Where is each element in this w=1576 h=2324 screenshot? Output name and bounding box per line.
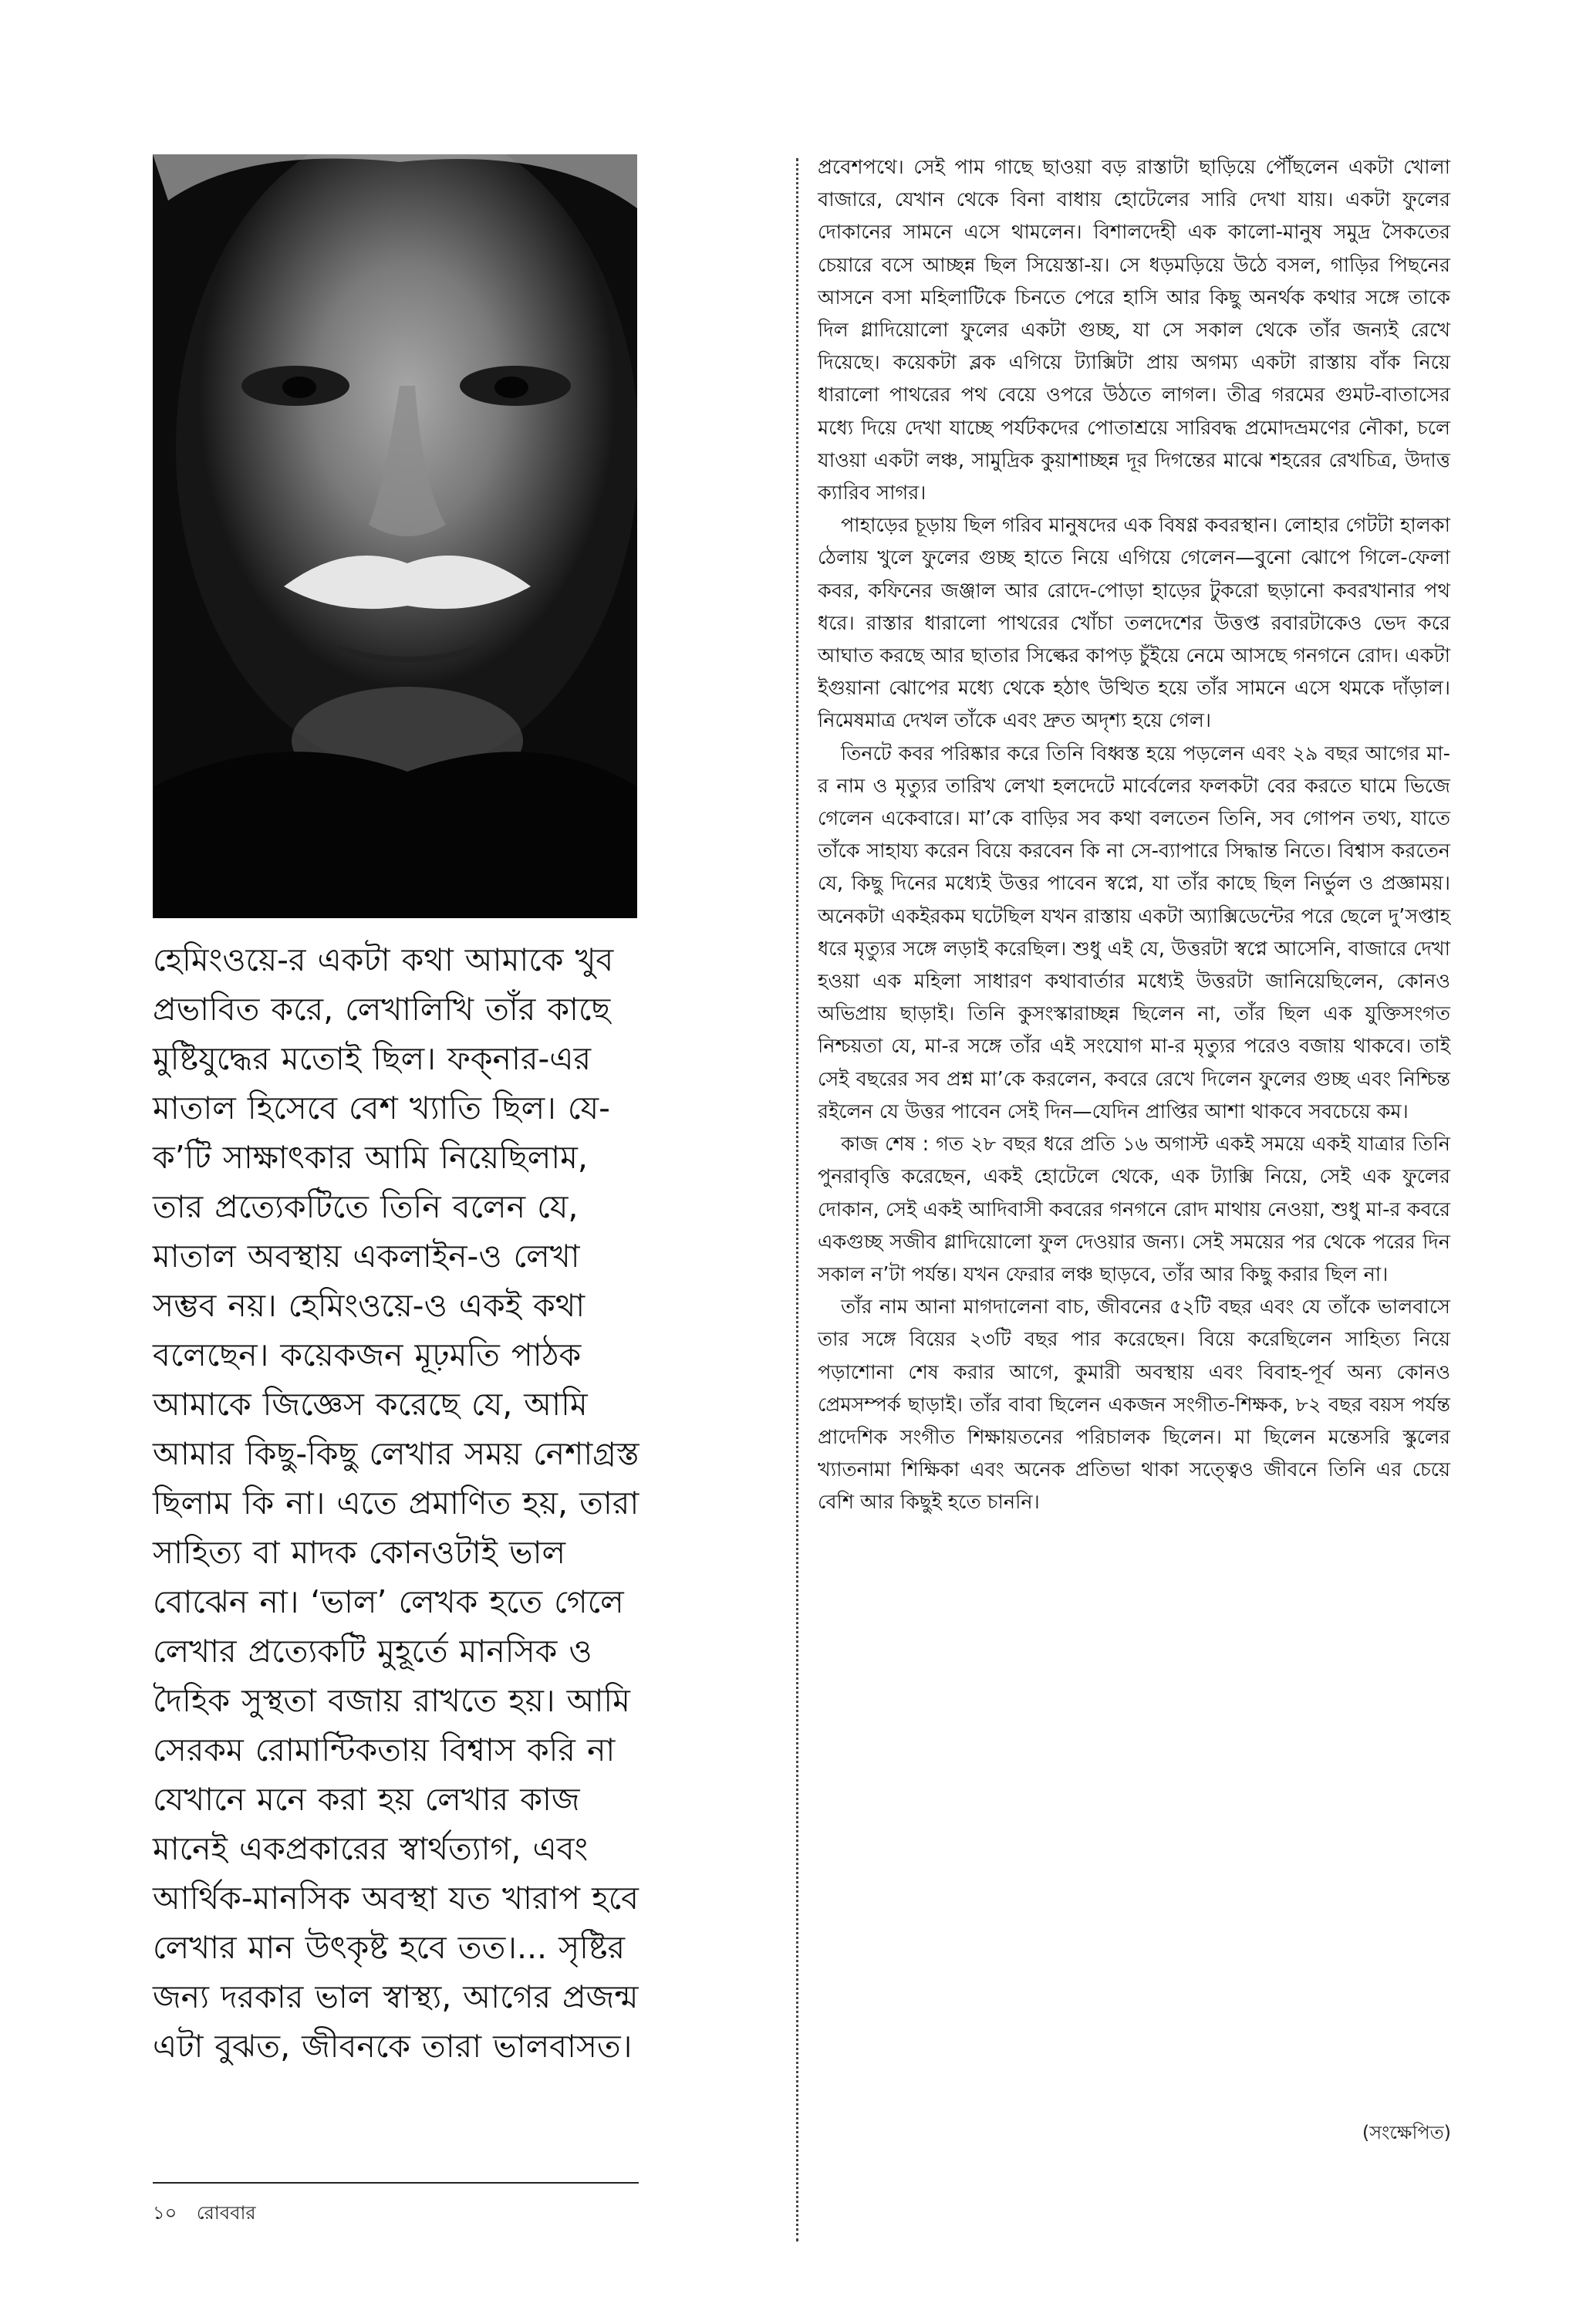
portrait-illustration: [153, 154, 637, 918]
pull-quote: [153, 935, 646, 2071]
column-divider: [796, 158, 798, 2241]
article-paragraph: পাহাড়ের চূড়ায় ছিল গরিব মানুষদের এক বিষণ্ণ কবরস্থান। লোহার গেটটা হালকা ঠেলায় খুলে ফুলের গুচ্ছ হাতে নিয়ে এগিয়ে গেলেন—বুনো ঝোপে গিলে-ফেলা কবর, কফিনের জঞ্জাল আর রোদে-পোড়া হাড়ের টুকরো ছড়ানো কবরখানার পথ ধরে। রাস্তার ধারালো পাথরের খোঁচা তলদেশের উত্তপ্ত রবারটাকেও ভেদ করে আঘাত করছে আর ছাতার সিল্কের কাপড় চুঁইয়ে নেমে আসছে গনগনে রোদ। একটা ইগুয়ানা ঝোপের মধ্যে থেকে হঠাৎ উত্থিত হয়ে তাঁর সামনে এসে থমকে দাঁড়াল। নিমেষমাত্র দেখল তাঁকে এবং দ্রুত অদৃশ্য হয়ে গেল।: [818, 514, 1450, 733]
article-paragraph: কাজ শেষ : গত ২৮ বছর ধরে প্রতি ১৬ অগাস্ট একই সময়ে একই যাত্রার তিনি পুনরাবৃত্তি করেছেন, একই হোটেলে থেকে, এক ট্যাক্সি নিয়ে, সেই এক ফুলের দোকান, সেই একই আদিবাসী কবরের গনগনে রোদ মাথায় নেওয়া, শুধু মা-র কবরে একগুচ্ছ সজীব গ্লাদিয়োলো ফুল দেওয়ার জন্য। সেই সময়ের পর থেকে পরের দিন সকাল ন’টা পর্যন্ত। যখন ফেরার লঞ্চ ছাড়বে, তাঁর আর কিছু করার ছিল না।: [818, 1133, 1450, 1286]
author-portrait-photo: [153, 154, 637, 918]
folio: [153, 2199, 270, 2230]
pull-quote-text: হেমিংওয়ে-র একটা কথা আমাকে খুব প্রভাবিত করে, লেখালিখি তাঁর কাছে মুষ্টিযুদ্ধের মতোই ছিল। ফক্‌নার-এর মাতাল হিসেবে বেশ খ্যাতি ছিল। যে-ক’টি সাক্ষাৎকার আমি নিয়েছিলাম, তার প্রত্যেকটিতে তিনি বলেন যে, মাতাল অবস্থায় একলাইন-ও লেখা সম্ভব নয়। হেমিংওয়ে-ও একই কথা বলেছেন। কয়েকজন মূঢ়মতি পাঠক আমাকে জিজ্ঞেস করেছে যে, আমি আমার কিছু-কিছু লেখার সময় নেশাগ্রস্ত ছিলাম কি না। এতে প্রমাণিত হয়, তারা সাহিত্য বা মাদক কোনওটাই ভাল বোঝেন না। ‘ভাল’ লেখক হতে গেলে লেখার প্রত্যেকটি মুহূর্তে মানসিক ও দৈহিক সুস্থতা বজায় রাখতে হয়। আমি সেরকম রোমান্টিকতায় বিশ্বাস করি না যেখানে মনে করা হয় লেখার কাজ মানেই একপ্রকারের স্বার্থত্যাগ, এবং আর্থিক-মানসিক অবস্থা যত খারাপ হবে লেখার মান উৎকৃষ্ট হবে তত।... সৃষ্টির জন্য দরকার ভাল স্বাস্থ্য, আগের প্রজন্ম এটা বুঝত, জীবনকে তারা ভালবাসত।: [153, 941, 640, 2065]
footer-rule: [153, 2182, 639, 2184]
article-paragraph: প্রবেশপথে। সেই পাম গাছে ছাওয়া বড় রাস্তাটা ছাড়িয়ে পৌঁছলেন একটা খোলা বাজারে, যেখান থেকে বিনা বাধায় হোটেলের সারি দেখা যায়। একটা ফুলের দোকানের সামনে এসে থামলেন। বিশালদেহী এক কালো-মানুষ সমুদ্র সৈকতের চেয়ারে বসে আচ্ছন্ন ছিল সিয়েস্তা-য়। সে ধড়মড়িয়ে উঠে বসল, গাড়ির পিছনের আসনে বসা মহিলাটিকে চিনতে পেরে হাসি আর কিছু অনর্থক কথার সঙ্গে তাকে দিল গ্লাদিয়োলো ফুলের একটা গুচ্ছ, যা সে সকাল থেকে তাঁর জন্যই রেখে দিয়েছে। কয়েকটা ব্লক এগিয়ে ট্যাক্সিটা প্রায় অগম্য একটা রাস্তায় বাঁক নিয়ে ধারালো পাথরের পথ বেয়ে ওপরে উঠতে লাগল। তীব্র গরমের গুমট-বাতাসের মধ্যে দিয়ে দেখা যাচ্ছে পর্যটকদের পোতাশ্রয়ে সারিবদ্ধ প্রমোদভ্রমণের নৌকা, চলে যাওয়া একটা লঞ্চ, সামুদ্রিক কুয়াশাচ্ছন্ন দূর দিগন্তের মাঝে শহরের রেখচিত্র, উদাত্ত ক্যারিব সাগর।: [818, 156, 1450, 505]
magazine-name: রোববার: [196, 2202, 256, 2224]
article-paragraph: তাঁর নাম আনা মাগদালেনা বাচ, জীবনের ৫২টি বছর এবং যে তাঁকে ভালবাসে তার সঙ্গে বিয়ের ২৩টি বছর পার করেছেন। বিয়ে করেছিলেন সাহিত্য নিয়ে পড়াশোনা শেষ করার আগে, কুমারী অবস্থায় এবং বিবাহ-পূর্ব অন্য কোনও প্রেমসম্পর্ক ছাড়াই। তাঁর বাবা ছিলেন একজন সংগীত-শিক্ষক, ৮২ বছর বয়স পর্যন্ত প্রাদেশিক সংগীত শিক্ষায়তনের পরিচালক ছিলেন। মা ছিলেন মন্তেসরি স্কুলের খ্যাতনামা শিক্ষিকা এবং অনেক প্রতিভা থাকা সত্ত্বেও জীবনে তিনি এর চেয়ে বেশি আর কিছুই হতে চাননি।: [818, 1295, 1450, 1515]
article-paragraph: তিনটে কবর পরিষ্কার করে তিনি বিধ্বস্ত হয়ে পড়লেন এবং ২৯ বছর আগের মা-র নাম ও মৃত্যুর তারিখ লেখা হলদেটে মার্বেলের ফলকটা বের করতে ঘামে ভিজে গেলেন একেবারে। মা’কে বাড়ির সব কথা বলতেন তিনি, সব গোপন তথ্য, যাতে তাঁকে সাহায্য করেন বিয়ে করবেন কি না সে-ব্যাপারে সিদ্ধান্ত নিতে। বিশ্বাস করতেন যে, কিছু দিনের মধ্যেই উত্তর পাবেন স্বপ্নে, যা তাঁর কাছে ছিল নির্ভুল ও প্রজ্ঞাময়। অনেকটা একইরকম ঘটেছিল যখন রাস্তায় একটা অ্যাক্সিডেন্টের পরে ছেলে দু’সপ্তাহ ধরে মৃত্যুর সঙ্গে লড়াই করেছিল। শুধু এই যে, উত্তরটা স্বপ্নে আসেনি, বাজারে দেখা হওয়া এক মহিলা সাধারণ কথাবার্তার মধ্যেই উত্তরটা জানিয়েছিলেন, কোনও অভিপ্রায় ছাড়াই। তিনি কুসংস্কারাচ্ছন্ন ছিলেন না, তাঁর ছিল এক যুক্তিসংগত নিশ্চয়তা যে, মা-র সঙ্গে তাঁর এই সংযোগ মা-র মৃত্যুর পরেও বজায় থাকবে। তাই সেই বছরের সব প্রশ্ন মা’কে করলেন, কবরে রেখে দিলেন ফুলের গুচ্ছ এবং নিশ্চিন্ত রইলেন যে উত্তর পাবেন সেই দিন—যেদিন প্রাপ্তির আশা থাকবে সবচেয়ে কম।: [818, 741, 1450, 1123]
article-body: [818, 151, 1450, 1519]
page-number: ১০: [153, 2202, 177, 2224]
abridged-note: (সংক্ষেপিত): [1362, 2122, 1451, 2143]
